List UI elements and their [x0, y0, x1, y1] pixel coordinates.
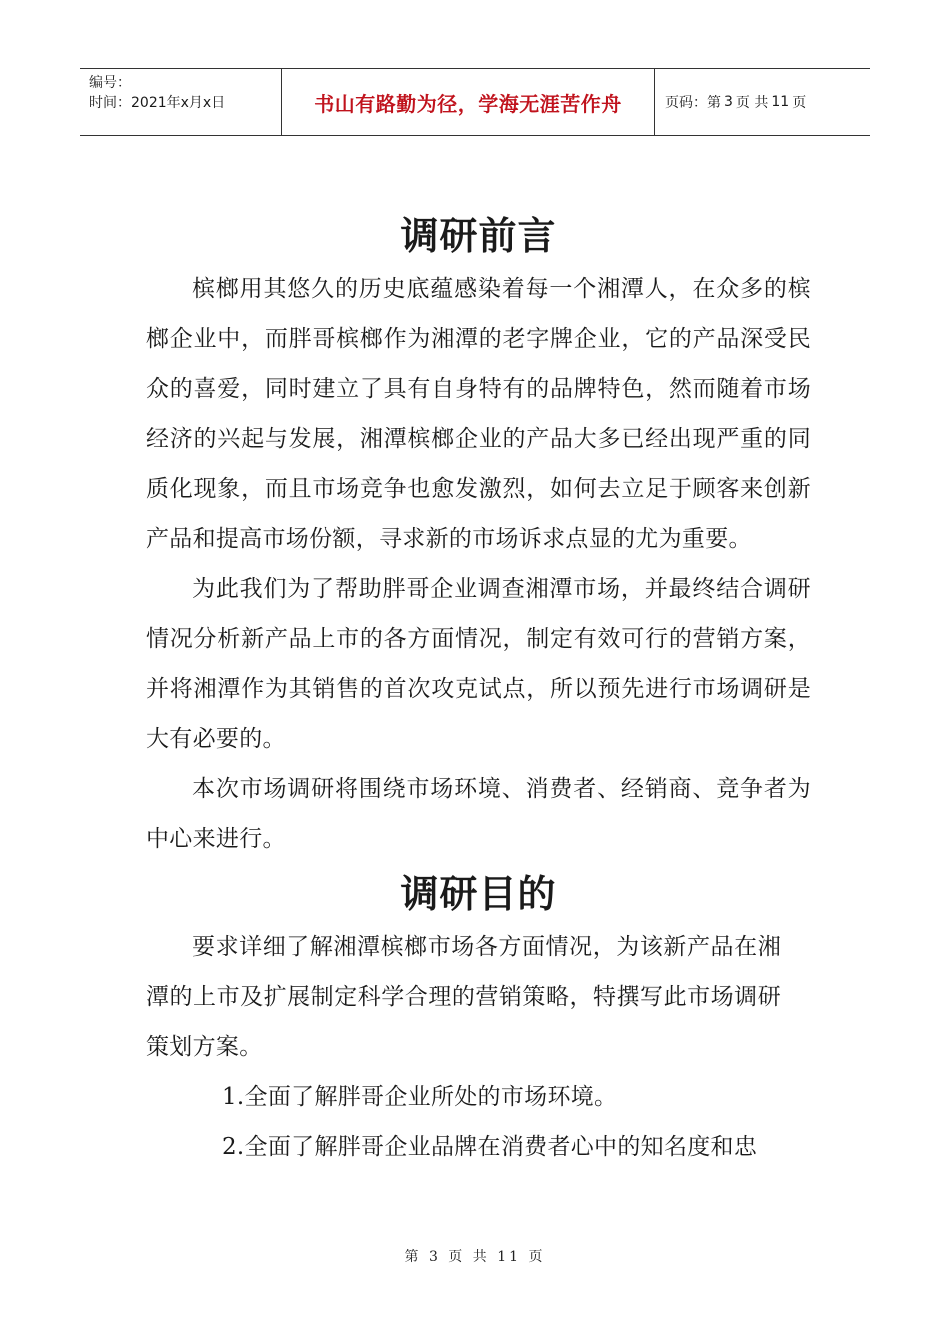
document-time-label: 时间：2021年x月x日 [89, 95, 226, 111]
preface-paragraph-1: 槟榔用其悠久的历史底蕴感染着每一个湘潭人，在众多的槟榔企业中，而胖哥槟榔作为湘潭的老字牌企业，它的产品深受民众的喜爱，同时建立了具有自身特有的品牌特色，然而随着市场经济的兴起与发展，湘潭槟榔企业的产品大多已经出现严重的同质化现象，而且市场竞争也愈发激烈，如何去立足于顾客来创新产品和提高市场份额，寻求新的市场诉求点显的尤为重要。 [146, 276, 811, 552]
header-page-info [655, 69, 870, 135]
section-title-preface: 调研前言 [400, 214, 557, 258]
page-prefix: 页码：第 [665, 95, 721, 111]
document-body [146, 208, 811, 1172]
page-footer: 第 3 页 共 11 页 [404, 1249, 546, 1265]
page-suffix: 页 [792, 95, 807, 111]
purpose-paragraph-1: 要求详细了解湘潭槟榔市场各方面情况，为该新产品在湘潭的上市及扩展制定科学合理的营销策略，特撰写此市场调研策划方案。 [146, 934, 781, 1060]
page-header [80, 68, 870, 136]
section-title-purpose: 调研目的 [400, 872, 557, 916]
page-total: 11 [771, 94, 790, 110]
header-motto: 书山有路勤为径，学海无涯苦作舟 [282, 69, 655, 135]
header-meta-cell [80, 69, 282, 135]
preface-paragraph-3: 本次市场调研将围绕市场环境、消费者、经销商、竞争者为中心来进行。 [146, 776, 811, 852]
preface-paragraph-2: 为此我们为了帮助胖哥企业调查湘潭市场，并最终结合调研情况分析新产品上市的各方面情况，制定有效可行的营销方案，并将湘潭作为其销售的首次攻克试点，所以预先进行市场调研是大有必要的。 [146, 576, 811, 752]
page-current: 3 [724, 94, 733, 110]
page-middle: 页 共 [735, 95, 769, 111]
purpose-list-item-1: 1.全面了解胖哥企业所处的市场环境。 [222, 1084, 618, 1110]
purpose-list-item-2: 2.全面了解胖哥企业品牌在消费者心中的知名度和忠 [222, 1134, 758, 1160]
document-number-label: 编号： [89, 75, 131, 91]
